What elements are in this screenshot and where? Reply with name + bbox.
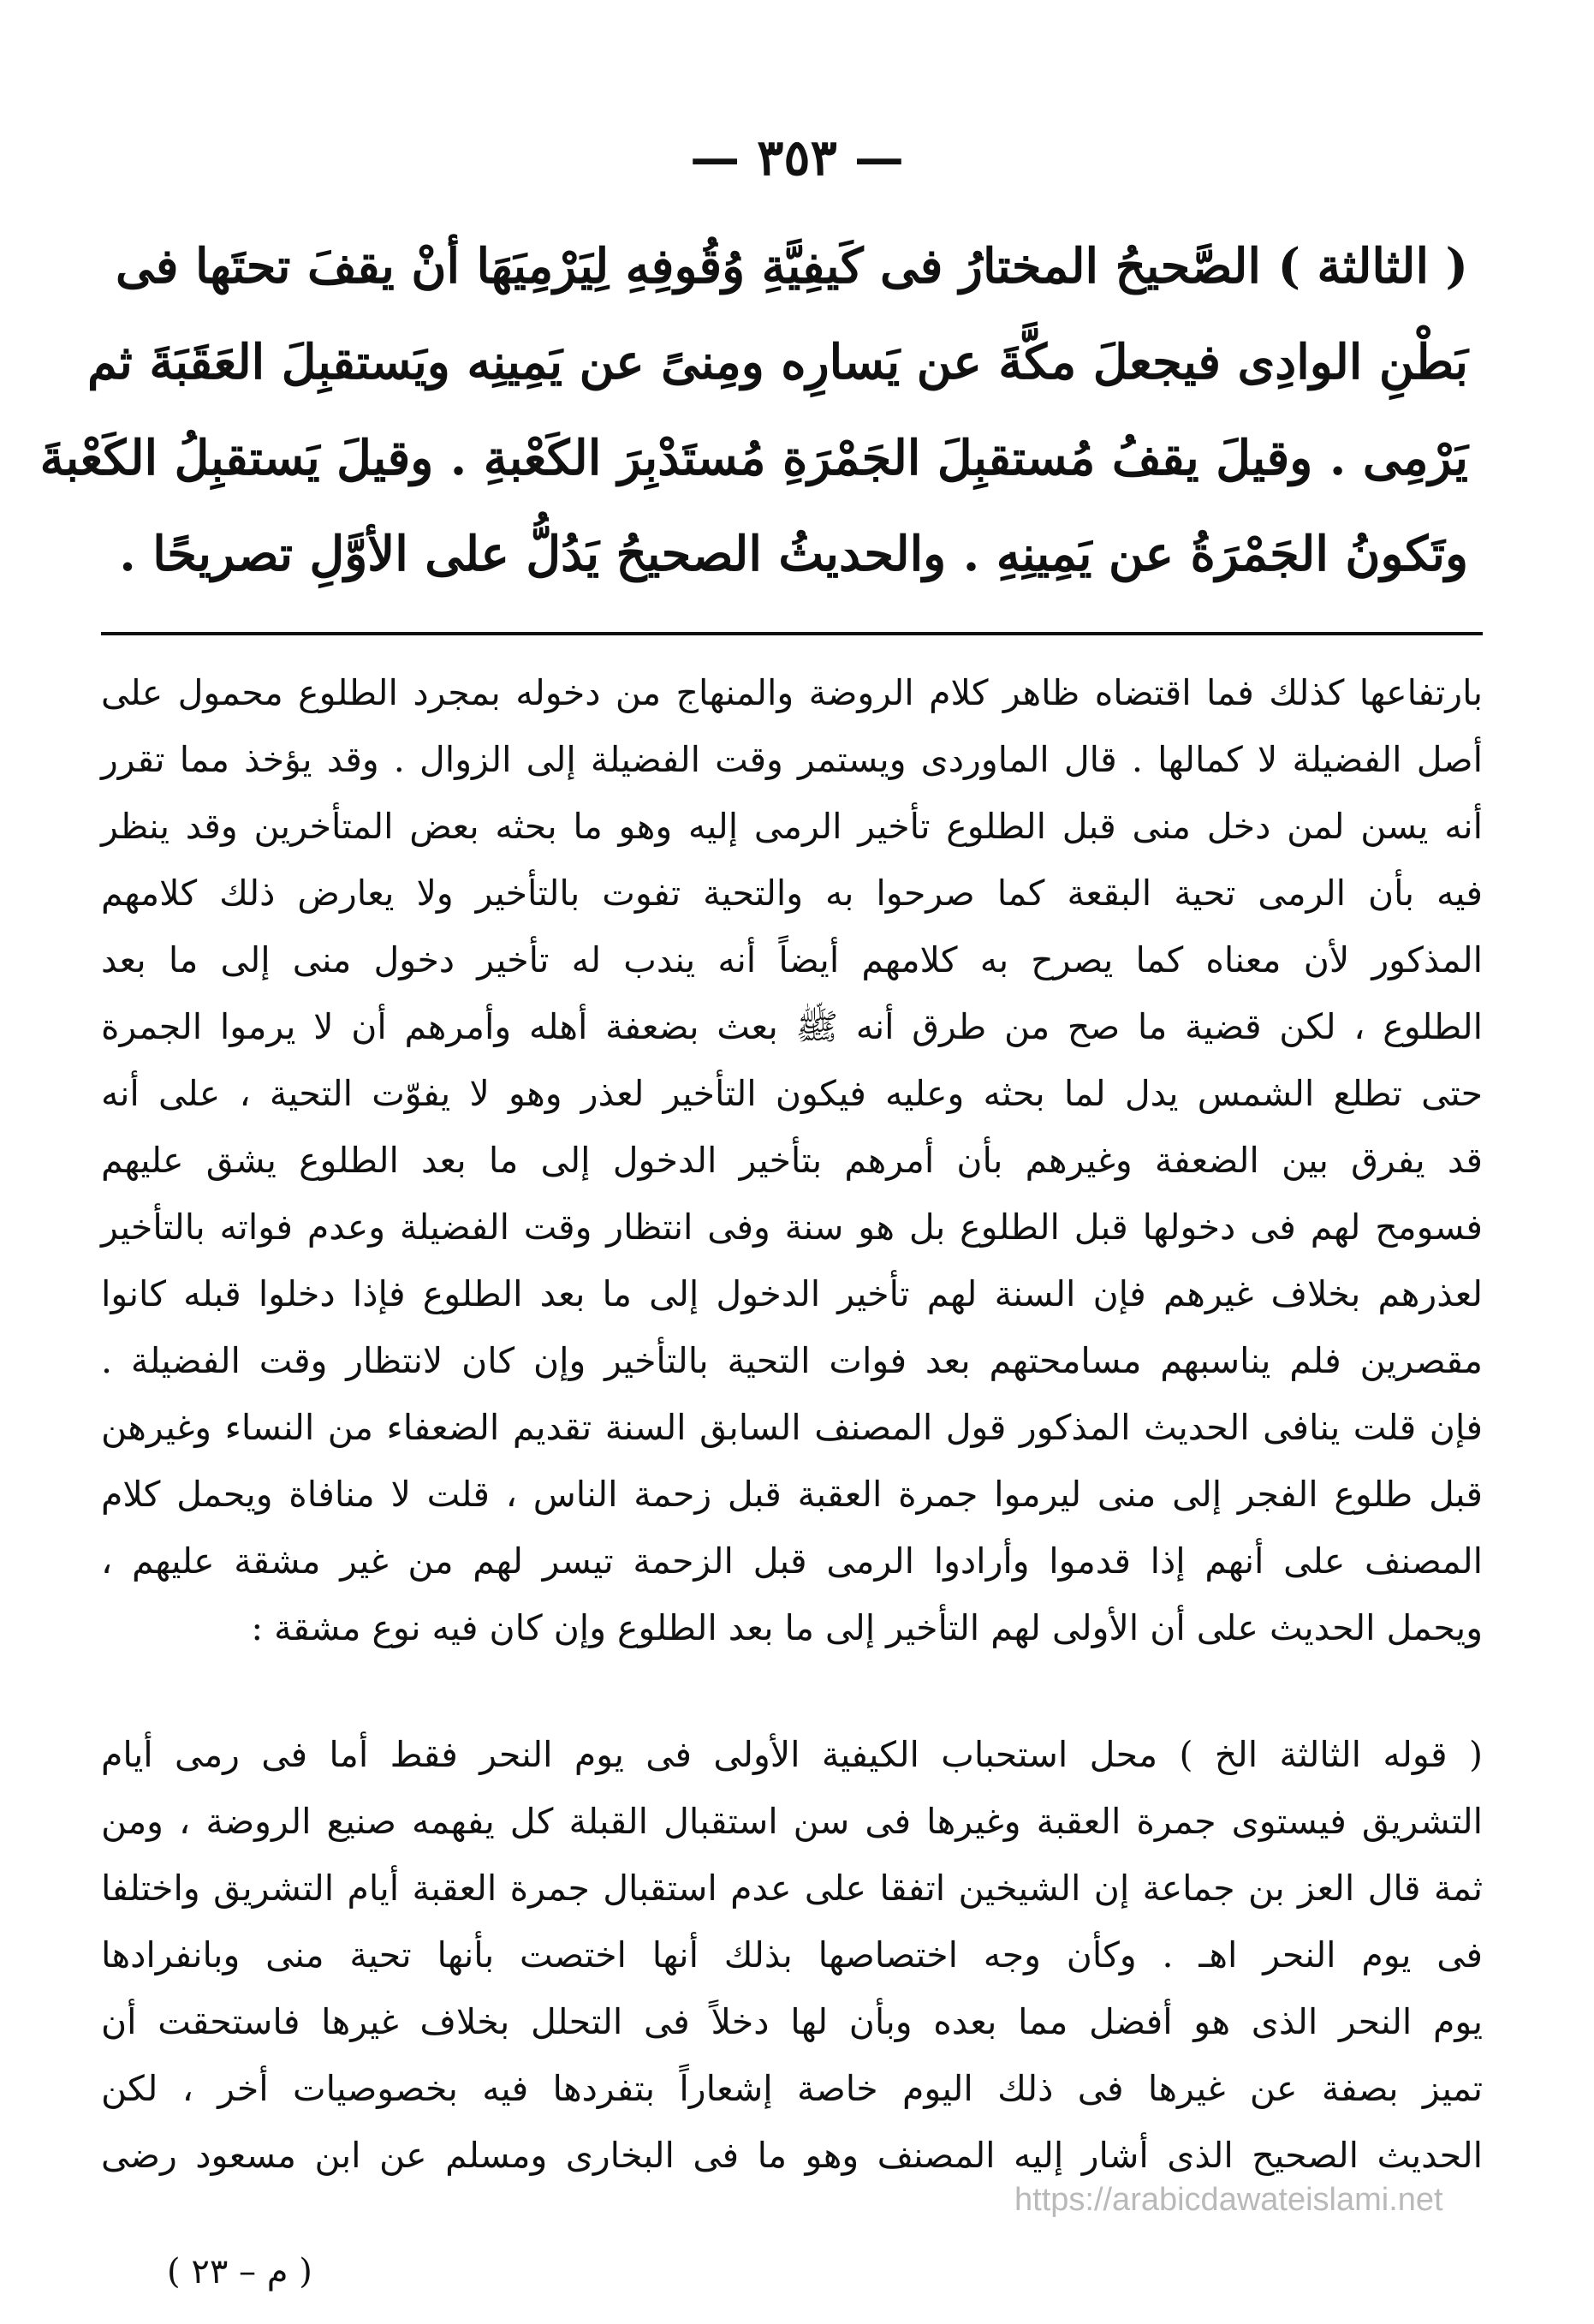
commentary-line: مقصرين فلم يناسبهم مسامحتهم بعد فوات التحية بالتأخير وإن كان لانتظار وقت الفضيلة . [101, 1340, 1483, 1381]
commentary-line: تميز بصفة عن غيرها فى ذلك اليوم خاصة إشعاراً بتفردها فيه بخصوصيات أخر ، لكن [101, 2068, 1483, 2109]
commentary-line: فى يوم النحر اهـ . وكأن وجه اختصاصها بذلك أنها اختصت بأنها تحية منى وبانفرادها [101, 1934, 1483, 1975]
watermark: https://arabicdawateislami.net [1014, 2182, 1443, 2218]
commentary-line: قد يفرق بين الضعفة وغيرهم بأن أمرهم بتأخير الدخول إلى ما بعد الطلوع يشق عليهم [101, 1140, 1483, 1181]
main-text-line: يَرْمِى . وقيلَ يقفُ مُستقبِلَ الجَمْرَةِ مُستَدْبِرَ الكَعْبةِ . وقيلَ يَستقبِلُ الكَعْبةَ [39, 430, 1468, 486]
commentary-line: التشريق فيستوى جمرة العقبة وغيرها فى سن استقبال القبلة كل يفهمه صنيع الروضة ، ومن [101, 1801, 1483, 1842]
commentary-line: الطلوع ، لكن قضية ما صح من طرق أنه ﷺ بعث بضعفة أهله وأمرهم أن لا يرموا الجمرة [101, 1006, 1483, 1047]
commentary-line: لعذرهم بخلاف غيرهم فإن السنة لهم تأخير الدخول إلى ما بعد الطلوع فإذا دخلوا قبله كانوا [101, 1273, 1483, 1314]
commentary-line: بارتفاعها كذلك فما اقتضاه ظاهر كلام الروضة والمنهاج من دخوله بمجرد الطلوع محمول على [101, 672, 1483, 713]
commentary-block [101, 659, 1483, 1661]
commentary-line: قبل طلوع الفجر إلى منى ليرموا جمرة العقبة قبل زحمة الناس ، قلت لا منافاة ويحمل كلام [101, 1474, 1483, 1515]
main-text [39, 218, 1468, 602]
commentary-line: الحديث الصحيح الذى أشار إليه المصنف وهو ما فى البخارى ومسلم عن ابن مسعود رضى [101, 2135, 1483, 2176]
main-text-line: وتَكونُ الجَمْرَةُ عن يَمِينِهِ . والحديثُ الصحيحُ يَدُلُّ على الأوَّلِ تصريحًا . [119, 526, 1468, 582]
commentary-line: يوم النحر الذى هو أفضل مما بعده وبأن لها دخلاً فى التحلل بخلاف غيرها فاستحقت أن [101, 2001, 1483, 2042]
section-divider [101, 632, 1483, 635]
commentary-line: فإن قلت ينافى الحديث المذكور قول المصنف السابق السنة تقديم الضعفاء من النساء وغيرهن [101, 1407, 1483, 1448]
commentary-line: حتى تطلع الشمس يدل لما بحثه وعليه فيكون التأخير لعذر وهو لا يفوّت التحية ، على أنه [101, 1073, 1483, 1114]
commentary-line: المصنف على أنهم إذا قدموا وأرادوا الرمى قبل الزحمة تيسر لهم من غير مشقة عليهم ، [101, 1540, 1483, 1582]
commentary-line: المذكور لأن معناه كما يصرح به كلامهم أيضاً أنه يندب له تأخير دخول منى إلى ما بعد [101, 939, 1483, 980]
commentary-block [101, 1721, 1483, 2189]
commentary-line: ( قوله الثالثة الخ ) محل استحباب الكيفية الأولى فى يوم النحر فقط أما فى رمى أيام [101, 1734, 1483, 1775]
page-number: — ٣٥٣ — [690, 128, 904, 187]
commentary-line: ثمة قال العز بن جماعة إن الشيخين اتفقا على عدم استقبال جمرة العقبة أيام التشريق واختلفا [101, 1868, 1483, 1909]
commentary-line: فيه بأن الرمى تحية البقعة كما صرحوا به والتحية تفوت بالتأخير ولا يعارض ذلك كلامهم [101, 873, 1483, 914]
commentary-line: أصل الفضيلة لا كمالها . قال الماوردى ويستمر وقت الفضيلة إلى الزوال . وقد يؤخذ مما تقرر [101, 739, 1483, 780]
commentary-line: أنه يسن لمن دخل منى قبل الطلوع تأخير الرمى إليه وهو ما بحثه بعض المتأخرين وقد ينظر [101, 806, 1483, 847]
signature-mark: ( م – ٢٣ ) [167, 2252, 312, 2291]
commentary-line: فسومح لهم فى دخولها قبل الطلوع بل هو سنة وفى انتظار وقت الفضيلة وعدم فواته بالتأخير [101, 1207, 1483, 1248]
main-text-line: ( الثالثة ) الصَّحيحُ المختارُ فى كَيفِيَّةِ وُقُوفِهِ لِيَرْمِيَهَا أنْ يقفَ تحتَها فى [116, 238, 1468, 295]
commentary-line: ويحمل الحديث على أن الأولى لهم التأخير إلى ما بعد الطلوع وإن كان فيه نوع مشقة : [251, 1607, 1483, 1648]
main-text-line: بَطْنِ الوادِى فيجعلَ مكَّةَ عن يَسارِه ومِنىً عن يَمِينِه ويَستقبِلَ العَقَبَةَ ثم [86, 334, 1468, 390]
